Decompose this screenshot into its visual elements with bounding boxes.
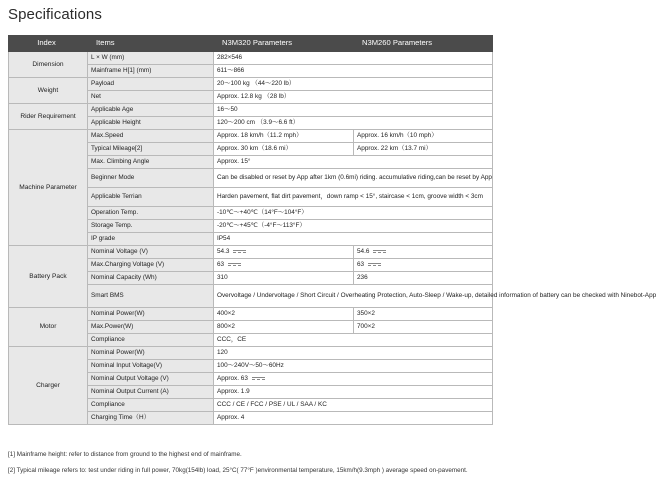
param-value-n3m260: 236 [354,272,493,285]
param-value-n3m260: Approx. 16 km/h（10 mph） [354,130,493,143]
param-value: CCC，CE [214,334,493,347]
param-value [214,373,493,386]
param-label: Max.Speed [88,130,214,143]
param-value: CCC / CE / FCC / PSE / UL / SAA / KC [214,399,493,412]
param-label: Nominal Power(W) [88,347,214,360]
param-value-n3m260 [354,259,493,272]
param-value-n3m320: 800×2 [214,321,354,334]
param-value: 100～240V～50～60Hz [214,360,493,373]
param-value: Overvoltage / Undervoltage / Short Circuit / Overheating Protection, Auto-Sleep / Wake-up, detailed information of battery can be checked with Ninebot-App [214,285,493,308]
param-label: Payload [88,78,214,91]
param-value: 282×546 [214,52,493,65]
param-value: 120～200 cm （3.9～6.6 ft） [214,117,493,130]
param-value: 120 [214,347,493,360]
param-label: Nominal Input Voltage(V) [88,360,214,373]
page-title: Specifications [8,6,102,23]
param-label: Applicable Height [88,117,214,130]
param-label: Compliance [88,334,214,347]
param-value: -20℃～+45℃（-4°F～113°F） [214,220,493,233]
dc-symbol-icon [373,250,386,253]
param-value-n3m320 [214,246,354,259]
specifications-table [8,35,656,425]
param-label: Operation Temp. [88,207,214,220]
dc-symbol-icon [368,263,381,266]
table-header-row [9,36,493,52]
param-label: Nominal Voltage (V) [88,246,214,259]
param-value-n3m320: Approx. 18 km/h（11.2 mph） [214,130,354,143]
param-label: Smart BMS [88,285,214,308]
param-value: 611～866 [214,65,493,78]
param-value: -10℃～+40℃（14°F～104°F） [214,207,493,220]
param-value-n3m320: 400×2 [214,308,354,321]
param-value-n3m260: 700×2 [354,321,493,334]
table-row [9,347,493,360]
value-text: 63 [217,261,225,269]
value-text: 54.3 [217,248,230,256]
dc-symbol-icon [233,250,246,253]
dc-symbol-icon [252,377,265,380]
param-value-n3m320: Approx. 30 km（18.6 mi） [214,143,354,156]
dc-symbol-icon [228,263,241,266]
param-value: Harden pavement, flat dirt pavement，down ramp < 15°, staircase < 1cm, groove width < 3cm [214,188,493,207]
category-rider-requirement: Rider Requirement [9,104,88,130]
footnote-2: [2] Typical mileage refers to: test under riding in full power, 70kg(154lb) load, 25°C( 77°F )environmental temperature, 15km/h(9.3mph ) average speed on-pavement. [8,467,468,474]
param-value: IP54 [214,233,493,246]
header-n3m320: N3M320 Parameters [214,36,354,52]
param-value: Approx. 15° [214,156,493,169]
param-value-n3m320: 310 [214,272,354,285]
param-label: L × W (mm) [88,52,214,65]
param-label: Net [88,91,214,104]
param-label: Applicable Terrian [88,188,214,207]
header-index: Index [9,36,88,52]
param-label: Max. Climbing Angle [88,156,214,169]
param-label: Mainframe H[1] (mm) [88,65,214,78]
table-row [9,104,493,117]
category-dimension: Dimension [9,52,88,78]
footnote-1: [1] Mainframe height: refer to distance from ground to the highest end of mainframe. [8,451,242,458]
table-row [9,130,493,143]
param-value: Approx. 1.9 [214,386,493,399]
param-value: Approx. 12.8 kg （28 lb） [214,91,493,104]
table-row [9,246,493,259]
param-value: 16～50 [214,104,493,117]
header-items: Items [88,36,214,52]
param-label: Typical Mileage[2] [88,143,214,156]
param-label: Max.Power(W) [88,321,214,334]
param-label: Compliance [88,399,214,412]
header-n3m260: N3M260 Parameters [354,36,493,52]
param-value: Approx. 4 [214,412,493,425]
param-label: Charging Time（H） [88,412,214,425]
param-value: 20～100 kg （44～220 lb） [214,78,493,91]
value-text: 54.6 [357,248,370,256]
param-value-n3m320 [214,259,354,272]
param-label: Max.Charging Voltage (V) [88,259,214,272]
param-label: Beginner Mode [88,169,214,188]
category-machine-parameter: Machine Parameter [9,130,88,246]
param-label: Nominal Output Current (A) [88,386,214,399]
param-label: Applicable Age [88,104,214,117]
param-label: IP grade [88,233,214,246]
table-row [9,78,493,91]
param-label: Nominal Capacity (Wh) [88,272,214,285]
param-label: Nominal Power(W) [88,308,214,321]
category-motor: Motor [9,308,88,347]
value-text: 63 [357,261,365,269]
param-value-n3m260: Approx. 22 km（13.7 mi） [354,143,493,156]
category-charger: Charger [9,347,88,425]
param-value-n3m260: 350×2 [354,308,493,321]
value-text: Approx. 63 [217,375,248,383]
category-battery-pack: Battery Pack [9,246,88,308]
param-value-n3m260 [354,246,493,259]
table-row [9,52,493,65]
param-value: Can be disabled or reset by App after 1km (0.6mi) riding. accumulative riding,can be reset by App [214,169,493,188]
category-weight: Weight [9,78,88,104]
param-label: Storage Temp. [88,220,214,233]
param-label: Nominal Output Voltage (V) [88,373,214,386]
table-row [9,308,493,321]
